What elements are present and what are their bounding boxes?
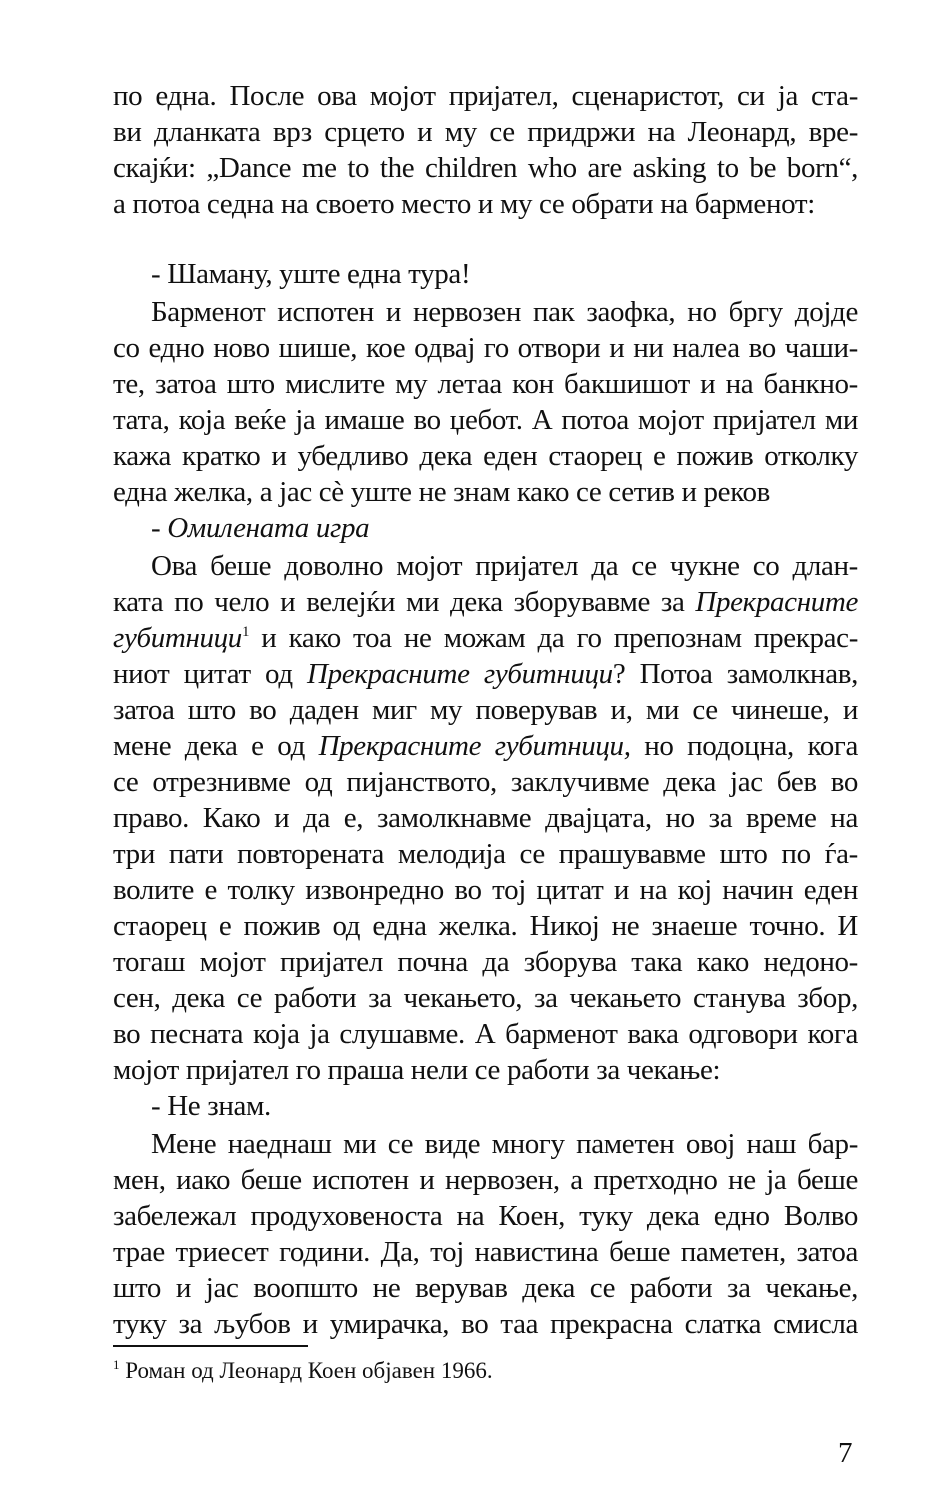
text-line: забележал продуховеноста на Коен, туку дека едно Волво [113,1200,858,1232]
text-line: туку за љубов и умирачка, во таа прекрасна слатка смисла [113,1308,858,1340]
text-line: три пати повторената мелодија се прашувавме што по ѓа- [113,838,858,870]
italic-text: Омилената игра [167,512,370,544]
text-line: стаорец е пожив од една желка. Никој не знаеше точно. И [113,910,858,942]
dialogue-dash: - [151,512,168,544]
text-line: Мене наеднаш ми се виде многу паметен овој наш бар- [151,1128,858,1160]
paragraph-1 [113,78,858,222]
text-line: во песната која ја слушавме. А барменот вака одговори кога [113,1018,858,1050]
text-line: сен, дека се работи за чекањето, за чекањето станува збор, [113,982,858,1014]
page-number: 7 [838,1437,853,1469]
paragraph-4 [113,510,858,546]
paragraph-5 [113,548,858,1088]
text-line: тата, која веќе ја имаше во џебот. А потоа мојот пријател ми [113,404,858,436]
text-line [113,656,858,692]
text-line: тогаш мојот пријател почна да зборува така како недоно- [113,946,858,978]
text-line: Барменот испотен и нервозен пак заофка, но бргу дојде [151,296,858,328]
text-line: Ова беше доволно мојот пријател да се чукне со длан- [151,550,858,582]
text-segment: ? Потоа замолкнав, [612,658,858,690]
footnote [113,1356,493,1386]
italic-text: Прекрасните губитници [307,658,613,690]
text-line: трае триесет години. Да, тој навистина беше паметен, затоа [113,1236,858,1268]
italic-text: Прекрасните губитници, [318,730,631,762]
paragraph-6 [113,1088,858,1124]
text-line: што и јас воопшто не верував дека се работи за чекање, [113,1272,858,1304]
footnote-reference: 1 [241,624,250,640]
text-line: ви дланката врз срцето и му се придржи на Леонард, вре- [113,116,858,148]
text-line [113,728,858,764]
text-segment: но подоцна, кога [630,730,858,762]
footnote-marker: 1 [113,1357,120,1372]
text-line: по една. После ова мојот пријател, сценаристот, си ја ста- [113,80,858,112]
text-segment: мене дека е од [113,730,319,762]
footnote-divider [113,1345,308,1347]
text-segment: ката по чело и велејќи ми дека зборувавме за [113,586,696,618]
text-line: а потоа седна на своето место и му се обрати на барменот: [113,188,815,220]
text-line: затоа што во даден миг му поверував и, ми се чинеше, и [113,694,858,726]
text-segment: ниот цитат од [113,658,307,690]
text-line: те, затоа што мислите му летаа кон бакшишот и на банкно- [113,368,858,400]
footnote-text: Роман од Леонард Коен објавен 1966. [119,1358,493,1383]
text-line: мен, иако беше испотен и нервозен, а претходно не ја беше [113,1164,858,1196]
text-line: право. Како и да е, замолкнавме двајцата, но за време на [113,802,858,834]
dialogue-line: - Шаману, уште една тура! [151,258,471,290]
paragraph-2 [113,256,858,292]
italic-text: Прекрасните [695,586,858,618]
text-line: се отрезнивме од пијанството, заклучивме дека јас бев во [113,766,858,798]
paragraph-gap [113,222,858,256]
paragraph-7 [113,1126,858,1342]
text-line: мојот пријател го праша нели се работи за чекање: [113,1054,721,1086]
page-body [113,78,858,1342]
dialogue-line [113,510,858,546]
text-line [113,620,858,656]
paragraph-3 [113,294,858,510]
text-line: една желка, а јас сѐ уште не знам како се сетив и реков [113,476,770,508]
italic-text: губитници [113,622,242,654]
text-line: скајќи: „Dance me to the children who are asking to be born“, [113,152,858,184]
text-line: кажа кратко и убедливо дека еден стаорец е пожив отколку [113,440,858,472]
dialogue-line: - Не знам. [151,1090,271,1122]
text-segment: и како тоа не можам да го препознам прекрас- [249,622,858,654]
text-line: со едно ново шише, кое одвај го отвори и ни налеа во чаши- [113,332,858,364]
text-line: волите е толку извонредно во тој цитат и на кој начин еден [113,874,858,906]
text-line [113,584,858,620]
